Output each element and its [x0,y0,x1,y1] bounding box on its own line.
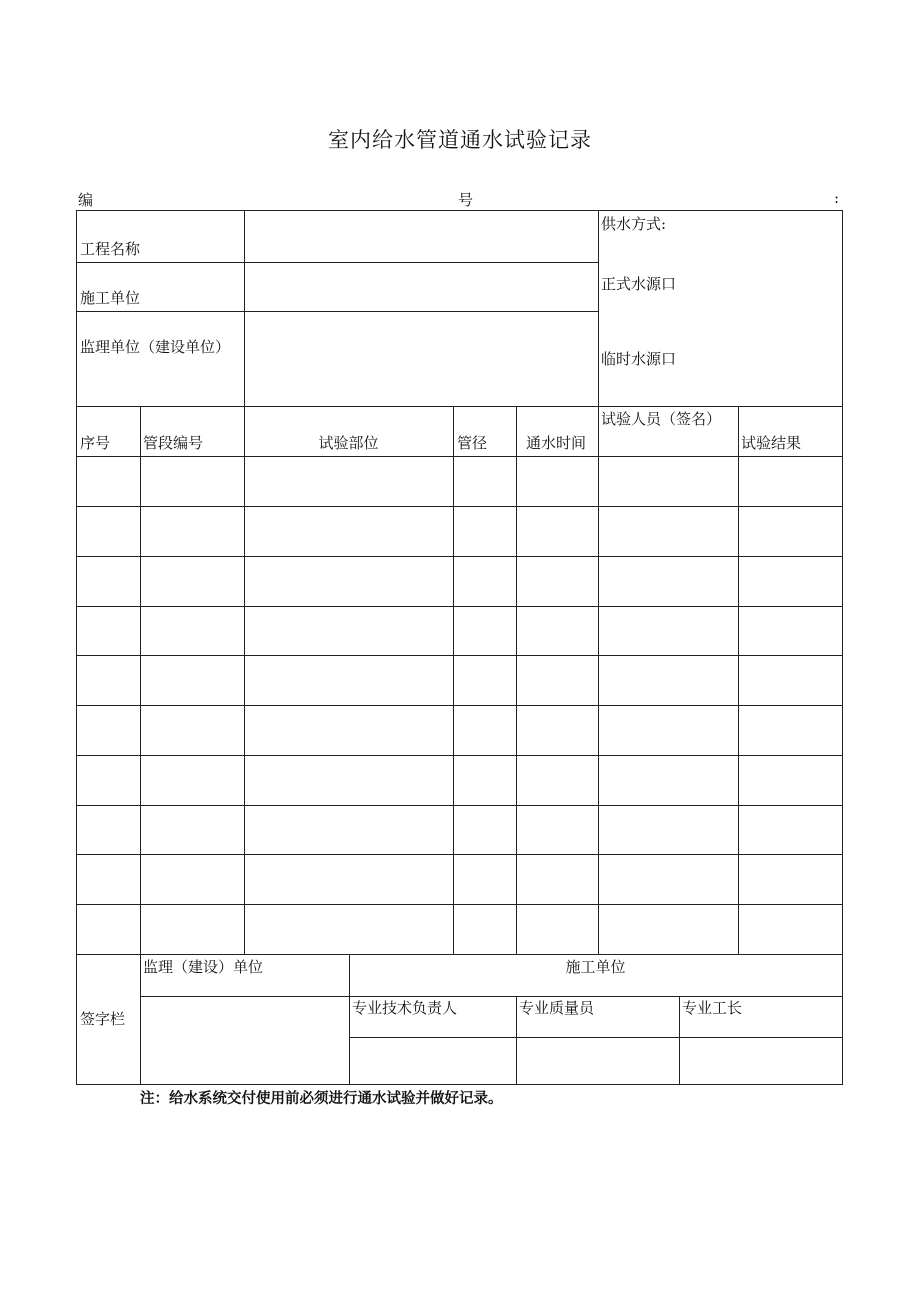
grid-line [244,211,245,406]
signature-label: 签字栏 [80,1010,126,1028]
supply-mode-label: 供水方式: [601,215,667,233]
grid-line [140,406,141,1084]
foreman-label: 专业工长 [682,999,743,1017]
grid-line [77,262,598,263]
temporary-source-label: 临时水源口 [601,350,677,368]
project-name-label: 工程名称 [80,240,141,258]
grid-line [77,506,842,507]
tech-lead-label: 专业技术负责人 [352,999,458,1017]
serial-label-colon: : [834,189,840,207]
grid-line [77,705,842,706]
grid-line [77,854,842,855]
quality-officer-label: 专业质量员 [519,999,595,1017]
grid-line [77,556,842,557]
grid-line [77,805,842,806]
test-record-form [76,210,843,1085]
formal-source-label: 正式水源口 [601,275,677,293]
supervision-signature-label: 监理（建设）单位 [143,958,264,976]
header-seq: 序号 [80,434,111,452]
serial-label-left: 编 [78,191,94,209]
serial-label-mid: 号 [458,191,474,209]
grid-line [598,211,599,954]
grid-line [77,456,842,457]
page-title: 室内给水管道通水试验记录 [328,128,592,152]
grid-line [349,1037,842,1038]
grid-line [453,406,454,954]
footnote: 注：给水系统交付使用前必须进行通水试验并做好记录。 [140,1090,503,1107]
grid-line [77,606,842,607]
header-segment-no: 管段编号 [143,434,204,452]
header-flow-time: 通水时间 [526,434,587,452]
grid-line [77,904,842,905]
grid-line [244,406,245,954]
grid-line [77,954,842,955]
header-diameter: 管径 [457,434,488,452]
grid-line [77,755,842,756]
grid-line [77,655,842,656]
construction-signature-label: 施工单位 [565,958,626,976]
grid-line [77,311,598,312]
grid-line [516,406,517,954]
grid-line [77,406,842,407]
grid-line [516,996,517,1084]
supervision-unit-label: 监理单位（建设单位） [80,338,231,356]
header-tester: 试验人员（签名） [601,410,722,428]
construction-unit-label: 施工单位 [80,289,141,307]
grid-line [679,996,680,1084]
header-test-part: 试验部位 [318,434,379,452]
grid-line [738,406,739,954]
header-result: 试验结果 [741,434,802,452]
